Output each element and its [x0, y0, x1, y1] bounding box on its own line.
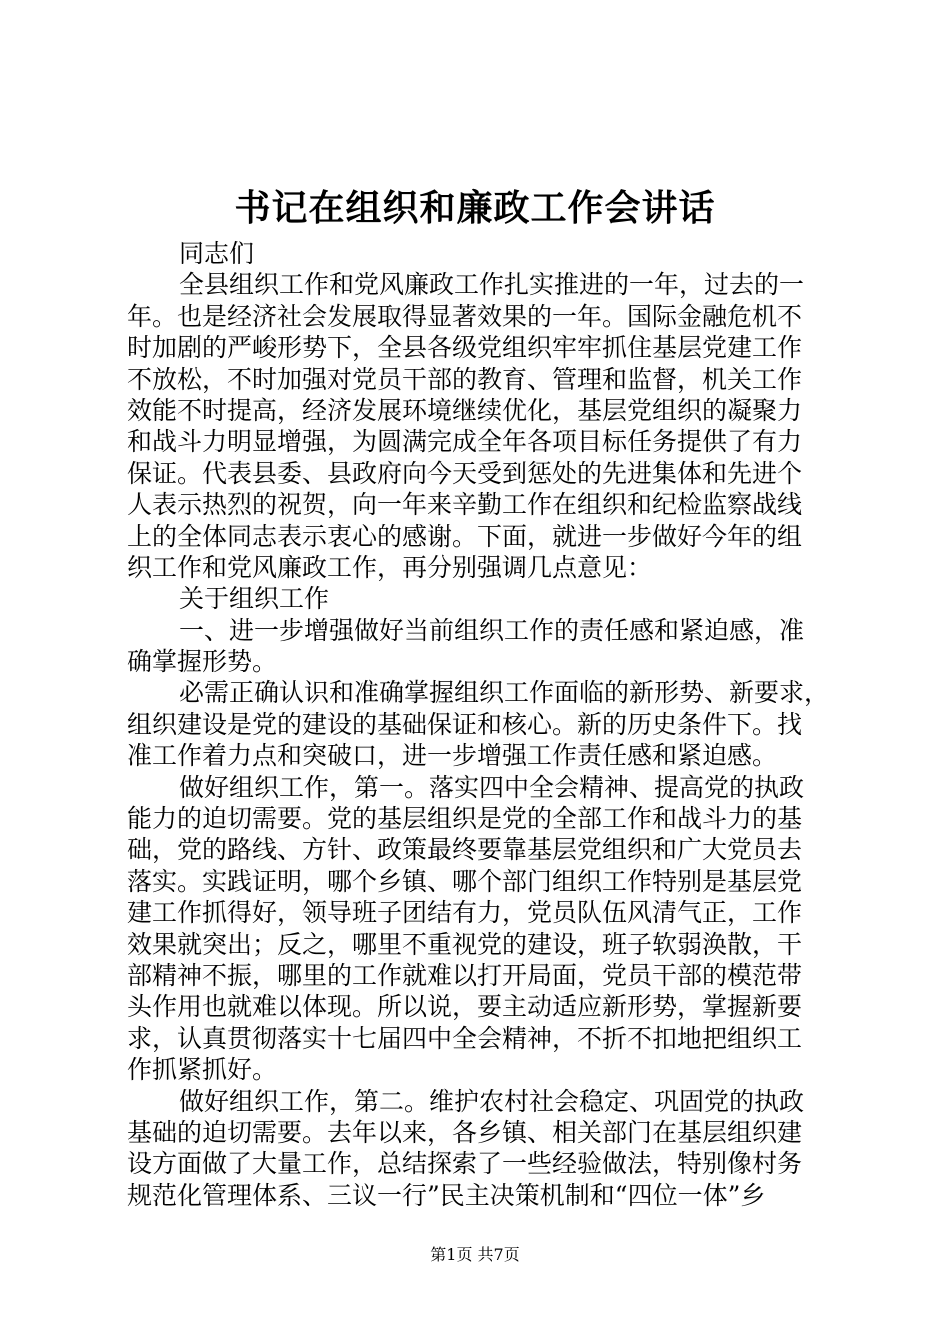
- text-line: 保证。代表县委、县政府向今天受到惩处的先进集体和先进个: [127, 458, 803, 488]
- text-line: 组织建设是党的建设的基础保证和核心。新的历史条件下。找: [127, 709, 803, 739]
- text-line: 础，党的路线、方针、政策最终要靠基层党组织和广大党员去: [127, 835, 803, 865]
- text-line: 不放松，不时加强对党员干部的教育、管理和监督，机关工作: [127, 364, 803, 394]
- text-line: 设方面做了大量工作，总结探索了一些经验做法，特别像村务: [127, 1149, 803, 1179]
- text-line: 确掌握形势。: [127, 647, 278, 677]
- text-line: 织工作和党风廉政工作，再分别强调几点意见：: [127, 552, 653, 582]
- text-line: 全县组织工作和党风廉政工作扎实推进的一年，过去的一: [179, 270, 805, 300]
- text-line: 做好组织工作，第一。落实四中全会精神、提高党的执政: [179, 772, 805, 802]
- text-line: 建工作抓得好，领导班子团结有力，党员队伍风清气正，工作: [127, 898, 803, 928]
- text-line: 落实。实践证明，哪个乡镇、哪个部门组织工作特别是基层党: [127, 866, 803, 896]
- text-line: 效能不时提高，经济发展环境继续优化，基层党组织的凝聚力: [127, 395, 803, 425]
- text-line: 部精神不振，哪里的工作就难以打开局面，党员干部的模范带: [127, 960, 803, 990]
- text-line: 效果就突出；反之，哪里不重视党的建设，班子软弱涣散，干: [127, 929, 803, 959]
- text-line: 必需正确认识和准确掌握组织工作面临的新形势、新要求，: [179, 678, 830, 708]
- text-line: 基础的迫切需要。去年以来，各乡镇、相关部门在基层组织建: [127, 1117, 803, 1147]
- text-line: 规范化管理体系、三议一行”民主决策机制和“四位一体”乡: [127, 1180, 766, 1210]
- text-line: 上的全体同志表示衷心的感谢。下面，就进一步做好今年的组: [127, 521, 803, 551]
- text-line: 一、进一步增强做好当前组织工作的责任感和紧迫感，准: [179, 615, 805, 645]
- text-line: 作抓紧抓好。: [127, 1055, 278, 1085]
- text-line: 做好组织工作，第二。维护农村社会稳定、巩固党的执政: [179, 1086, 805, 1116]
- page-footer: 第1页 共7页: [430, 1245, 520, 1264]
- text-line: 和战斗力明显增强，为圆满完成全年各项目标任务提供了有力: [127, 427, 803, 457]
- text-line: 年。也是经济社会发展取得显著效果的一年。国际金融危机不: [127, 301, 803, 331]
- text-line: 人表示热烈的祝贺，向一年来辛勤工作在组织和纪检监察战线: [127, 490, 803, 520]
- text-line: 能力的迫切需要。党的基层组织是党的全部工作和战斗力的基: [127, 804, 803, 834]
- text-line: 同志们: [179, 239, 255, 268]
- document-title: 书记在组织和廉政工作会讲话: [234, 187, 716, 229]
- text-line: 时加剧的严峻形势下，全县各级党组织牢牢抓住基层党建工作: [127, 333, 803, 363]
- document-body: [127, 238, 831, 1211]
- text-line: 准工作着力点和突破口，进一步增强工作责任感和紧迫感。: [127, 741, 778, 771]
- text-line: 求，认真贯彻落实十七届四中全会精神，不折不扣地把组织工: [127, 1023, 803, 1053]
- text-line: 头作用也就难以体现。所以说，要主动适应新形势，掌握新要: [127, 992, 803, 1022]
- text-line: 关于组织工作: [179, 584, 330, 614]
